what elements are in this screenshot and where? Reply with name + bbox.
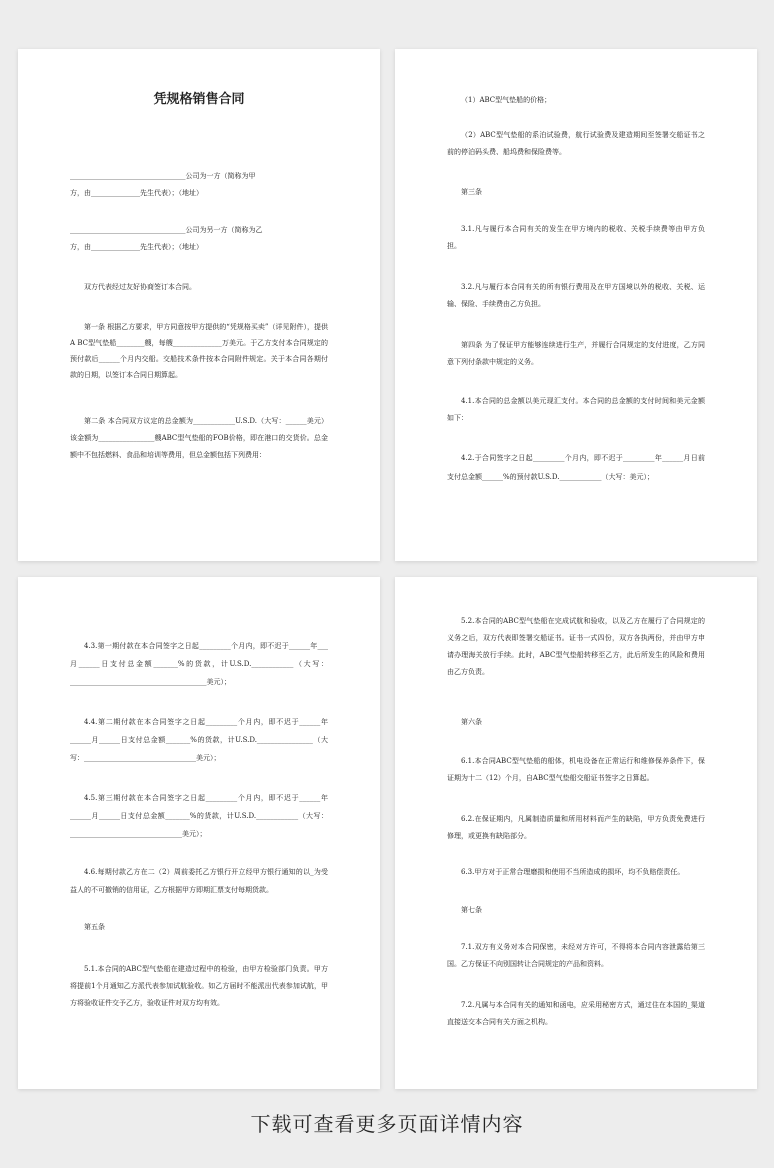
intro-paragraph: 双方代表经过友好协商签订本合同。 — [84, 283, 196, 291]
item-1: （1）ABC型气垫船的价格； — [461, 96, 552, 104]
clause-4-1: 4.1.本合同的总金额以美元现汇支付。本合同的总金额的支付时间和美元金额如下： — [447, 397, 705, 422]
clause-3-1: 3.1.凡与履行本合同有关的发生在甲方境内的税收、关税手续费等由甲方负担。 — [447, 225, 705, 250]
clause-7-1: 7.1.双方有义务对本合同保密，未经对方许可，不得将本合同内容泄露给第三国。乙方保证不向别国转让合同规定的产品和资料。 — [447, 943, 705, 968]
party-b-line2: 方，由______________先生代表）；（地址） — [70, 243, 203, 251]
clause-6-3: 6.3.甲方对于正常合理磨损和使用不当所造成的损坏，均不负赔偿责任。 — [461, 868, 685, 876]
download-more-footer: 下载可查看更多页面详情内容 — [250, 1112, 524, 1136]
article-5-heading: 第五条 — [84, 923, 105, 931]
clause-4-3: 4.3.第一期付款在本合同签字之日起_________个月内，即不迟于______年___月______日支付总金额_______%的货款，计U.S.D.____________（大写：_______________________________________美元）； — [70, 642, 328, 686]
clause-5-1: 5.1.本合同的ABC型气垫船在建造过程中的检验，由甲方检验部门负责。甲方将提前1个月通知乙方派代表参加试航验收。如乙方届时不能派出代表参加试航，甲方将验收证件交予乙方，验收证件对双方均有效。 — [70, 965, 328, 1007]
document-page-4 — [395, 577, 757, 1089]
clause-6-1: 6.1.本合同ABC型气垫船的船体，机电设备在正常运行和维修保养条件下，保证期为十二（12）个月，自ABC型气垫船交船证书签字之日算起。 — [447, 757, 705, 782]
party-b-line1: _________________________________公司为另一方（简称为乙 — [70, 226, 263, 234]
article-2: 第二条 本合同双方议定的总金额为____________U.S.D.（大写：______美元）该金额为________________艘ABC型气垫船的FOB价格，即在港口的交货价。总金额中不包括燃料、食品和培训等费用，但总金额包括下列费用： — [70, 417, 328, 459]
document-page-3 — [18, 577, 380, 1089]
article-3-heading: 第三条 — [461, 188, 482, 196]
clause-7-2: 7.2.凡属与本合同有关的通知和函电，应采用秘密方式，通过住在本国的_渠道直接送交本合同有关方面之机构。 — [447, 1001, 705, 1026]
clause-4-4: 4.4.第二期付款在本合同签字之日起_________个月内，即不迟于______年______月______日支付总金额_______%的货款，计U.S.D.________________（大写：________________________________美元）； — [70, 718, 328, 762]
contract-title: 凭规格销售合同 — [153, 92, 245, 107]
clause-3-2: 3.2.凡与履行本合同有关的所有银行费用及在甲方国境以外的税收、关税、运输、保险、手续费由乙方负担。 — [447, 283, 705, 308]
document-page-1 — [18, 49, 380, 561]
clause-5-2: 5.2.本合同的ABC型气垫船在完成试航和验收，以及乙方在履行了合同规定的义务之后，双方代表即签署交船证书。证书一式四份，双方各执两份，并由甲方申请办理海关放行手续。此时，ABC型气垫船转移至乙方，此后所发生的风险和费用由乙方负责。 — [447, 617, 705, 676]
item-2: （2）ABC型气垫船的系泊试验费，航行试验费及建造期间至签署交船证书之前的停泊码头费、船坞费和保险费等。 — [447, 131, 705, 156]
article-6-heading: 第六条 — [461, 718, 482, 726]
document-page-2 — [395, 49, 757, 561]
clause-4-5: 4.5.第三期付款在本合同签字之日起_________个月内，即不迟于______年______月______日支付总金额_______%的货款，计U.S.D.____________（大写：________________________________美元）； — [70, 794, 328, 838]
party-a-line1: _________________________________公司为一方（简称为甲 — [70, 172, 256, 180]
clause-6-2: 6.2.在保证期内，凡属制造质量和所用材料而产生的缺陷，甲方负责免费进行修理，或更换有缺陷部分。 — [447, 815, 705, 840]
article-1: 第一条 根据乙方要求，甲方同意按甲方提供的“凭规格买卖”（详见附件），提供A BC型气垫船________艘，每艘______________万美元。于乙方支付本合同规定的预付款后______个月内交船。交船技术条件按本合同附件规定。关于本合同各期付款的日期，以签订本合同日期算起。 — [70, 323, 328, 379]
party-a-line2: 方，由______________先生代表）；（地址） — [70, 189, 203, 197]
clause-4-2: 4.2.于合同签字之日起_________个月内，即不迟于_________年______月日前支付总金额______%的预付款U.S.D.____________（大写：美元）； — [447, 454, 705, 481]
article-4: 第四条 为了保证甲方能够连续进行生产，并履行合同规定的支付进度，乙方同意下列付条款中规定的义务。 — [447, 341, 705, 366]
clause-4-6: 4.6.每期付款乙方在二（2）周前委托乙方银行开立经甲方银行通知的以_为受益人的不可撤销的信用证，乙方根据甲方即期汇票支付每期货款。 — [70, 868, 328, 894]
article-7-heading: 第七条 — [461, 906, 482, 914]
